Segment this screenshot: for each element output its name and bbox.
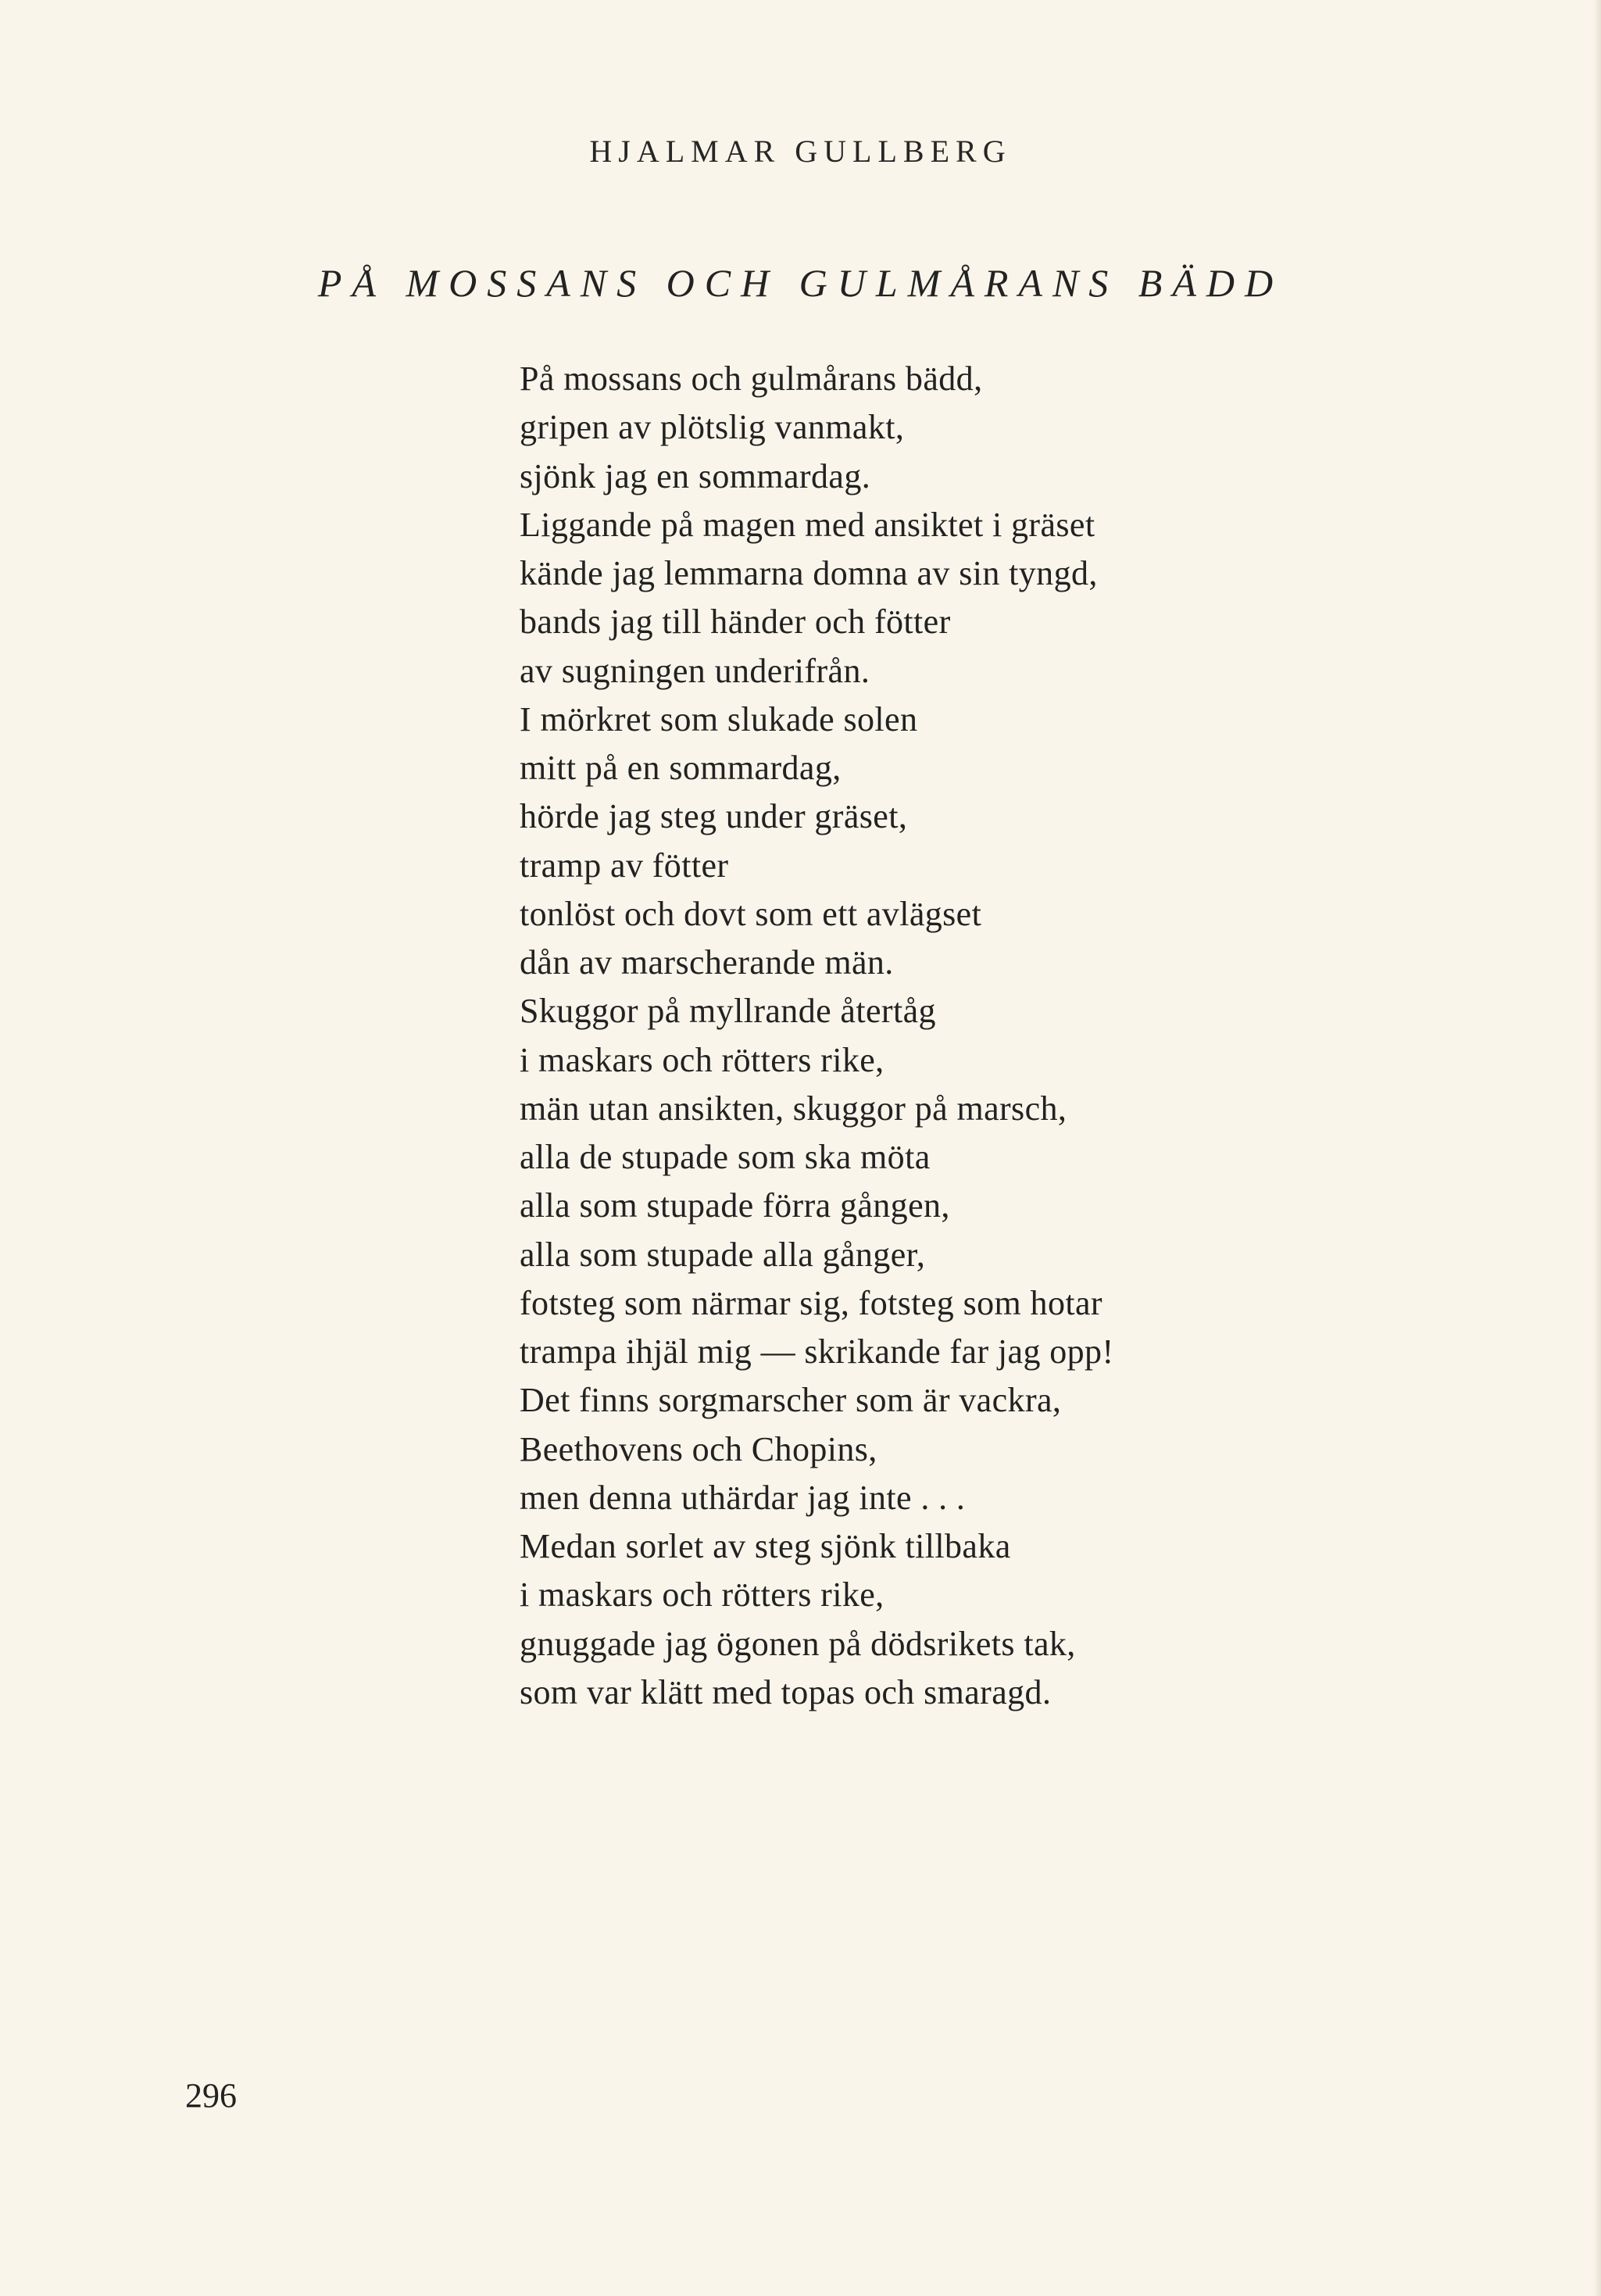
page-number: 296 xyxy=(185,2076,237,2115)
poem-line: Liggande på magen med ansiktet i gräset xyxy=(520,505,1095,544)
poem-line: alla som stupade alla gånger, xyxy=(520,1235,926,1274)
poem-line: I mörkret som slukade solen xyxy=(520,699,918,739)
poem-body xyxy=(520,355,1520,1717)
poem-line: av sugningen underifrån. xyxy=(520,651,870,690)
poem-line: gnuggade jag ögonen på dödsrikets tak, xyxy=(520,1624,1076,1663)
poem-line: men denna uthärdar jag inte . . . xyxy=(520,1478,966,1517)
poem-line: i maskars och rötters rike, xyxy=(520,1575,884,1615)
poem-line: män utan ansikten, skuggor på marsch, xyxy=(520,1089,1067,1128)
author-name: HJALMAR GULLBERG xyxy=(589,134,1012,169)
page-edge-shadow xyxy=(1593,0,1601,2296)
poem-line: På mossans och gulmårans bädd, xyxy=(520,359,983,398)
poem-line: bands jag till händer och fötter xyxy=(520,603,951,642)
poem-line: Det finns sorgmarscher som är vackra, xyxy=(520,1381,1062,1420)
poem-line: som var klätt med topas och smaragd. xyxy=(520,1672,1052,1711)
poem-line: fotsteg som närmar sig, fotsteg som hotar xyxy=(520,1283,1102,1322)
poem-line: sjönk jag en sommardag. xyxy=(520,456,871,495)
poem-line: trampa ihjäl mig — skrikande far jag opp! xyxy=(520,1332,1114,1371)
poem-line: alla de stupade som ska möta xyxy=(520,1138,931,1176)
poem-line: tramp av fötter xyxy=(520,846,729,885)
poem-title: PÅ MOSSANS OCH GULMÅRANS BÄDD xyxy=(317,261,1284,305)
poem-line: Skuggor på myllrande återtåg xyxy=(520,992,936,1031)
poem-line: i maskars och rötters rike, xyxy=(520,1040,884,1079)
poem-line: tonlöst och dovt som ett avlägset xyxy=(520,894,982,933)
poem-line: gripen av plötslig vanmakt, xyxy=(520,408,905,447)
poem-line: hörde jag steg under gräset, xyxy=(520,797,908,836)
poem-line: Beethovens och Chopins, xyxy=(520,1429,877,1468)
poem-line: kände jag lemmarna domna av sin tyngd, xyxy=(520,554,1098,592)
poem-line: mitt på en sommardag, xyxy=(520,749,842,787)
poem-line: dån av marscherande män. xyxy=(520,943,894,982)
poem-line: alla som stupade förra gången, xyxy=(520,1186,950,1225)
poem-line: Medan sorlet av steg sjönk tillbaka xyxy=(520,1527,1011,1565)
